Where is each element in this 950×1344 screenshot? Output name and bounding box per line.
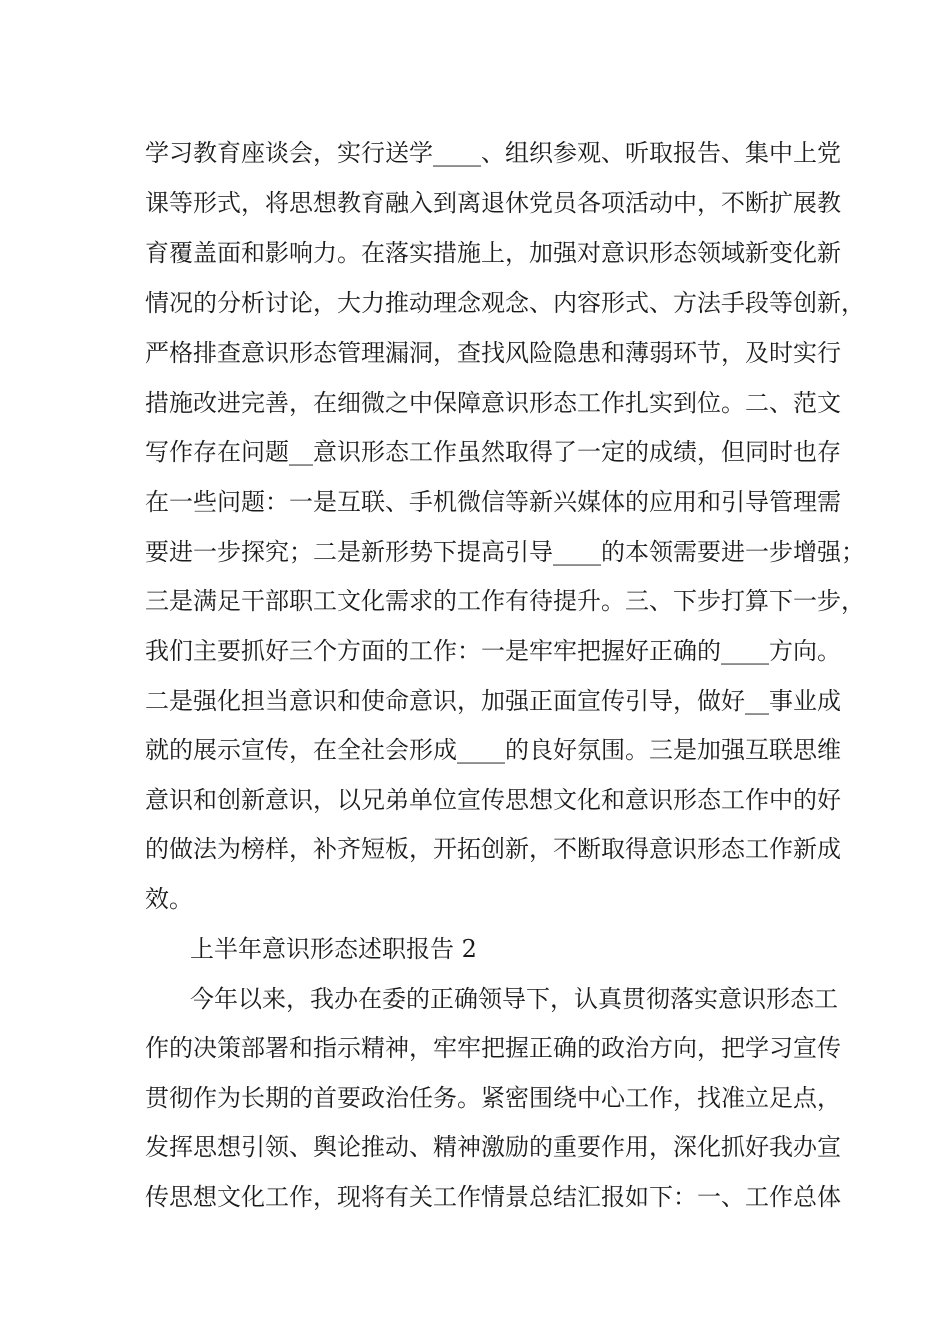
- text-line: 发挥思想引领、舆论推动、精神激励的重要作用，深化抓好我办宣: [145, 1133, 841, 1161]
- text-line: 措施改进完善，在细微之中保障意识形态工作扎实到位。二、范文: [145, 389, 841, 417]
- text-line: 我们主要抓好三个方面的工作：一是牢牢把握好正确的____方向。: [145, 637, 841, 665]
- text-line: 的做法为榜样，补齐短板，开拓创新，不断取得意识形态工作新成: [145, 835, 841, 863]
- text-line: 效。: [145, 885, 193, 913]
- text-line: 二是强化担当意识和使命意识，加强正面宣传引导，做好__事业成: [145, 687, 841, 715]
- text-line: 就的展示宣传，在全社会形成____的良好氛围。三是加强互联思维: [145, 736, 841, 764]
- text-line: 严格排查意识形态管理漏洞，查找风险隐患和薄弱环节，及时实行: [145, 339, 841, 367]
- text-line: 在一些问题：一是互联、手机微信等新兴媒体的应用和引导管理需: [145, 488, 841, 516]
- text-line: 今年以来，我办在委的正确领导下，认真贯彻落实意识形态工: [190, 985, 838, 1013]
- text-line: 写作存在问题__意识形态工作虽然取得了一定的成绩，但同时也存: [145, 438, 841, 466]
- text-line: 课等形式，将思想教育融入到离退休党员各项活动中，不断扩展教: [145, 189, 841, 217]
- section-heading: 上半年意识形态述职报告 2: [190, 935, 477, 963]
- text-line: 作的决策部署和指示精神，牢牢把握正确的政治方向，把学习宣传: [145, 1034, 841, 1062]
- text-line: 学习教育座谈会，实行送学____、组织参观、听取报告、集中上党: [145, 139, 841, 167]
- text-line: 传思想文化工作，现将有关工作情景总结汇报如下：一、工作总体: [145, 1183, 841, 1211]
- text-line: 情况的分析讨论，大力推动理念观念、内容形式、方法手段等创新，: [145, 289, 865, 317]
- text-line: 三是满足干部职工文化需求的工作有待提升。三、下步打算下一步，: [145, 587, 865, 615]
- text-line: 意识和创新意识，以兄弟单位宣传思想文化和意识形态工作中的好: [145, 786, 841, 814]
- text-line: 要进一步探究；二是新形势下提高引导____的本领需要进一步增强；: [145, 538, 865, 566]
- text-line: 育覆盖面和影响力。在落实措施上，加强对意识形态领域新变化新: [145, 239, 841, 267]
- text-line: 贯彻作为长期的首要政治任务。紧密围绕中心工作，找准立足点，: [145, 1084, 841, 1112]
